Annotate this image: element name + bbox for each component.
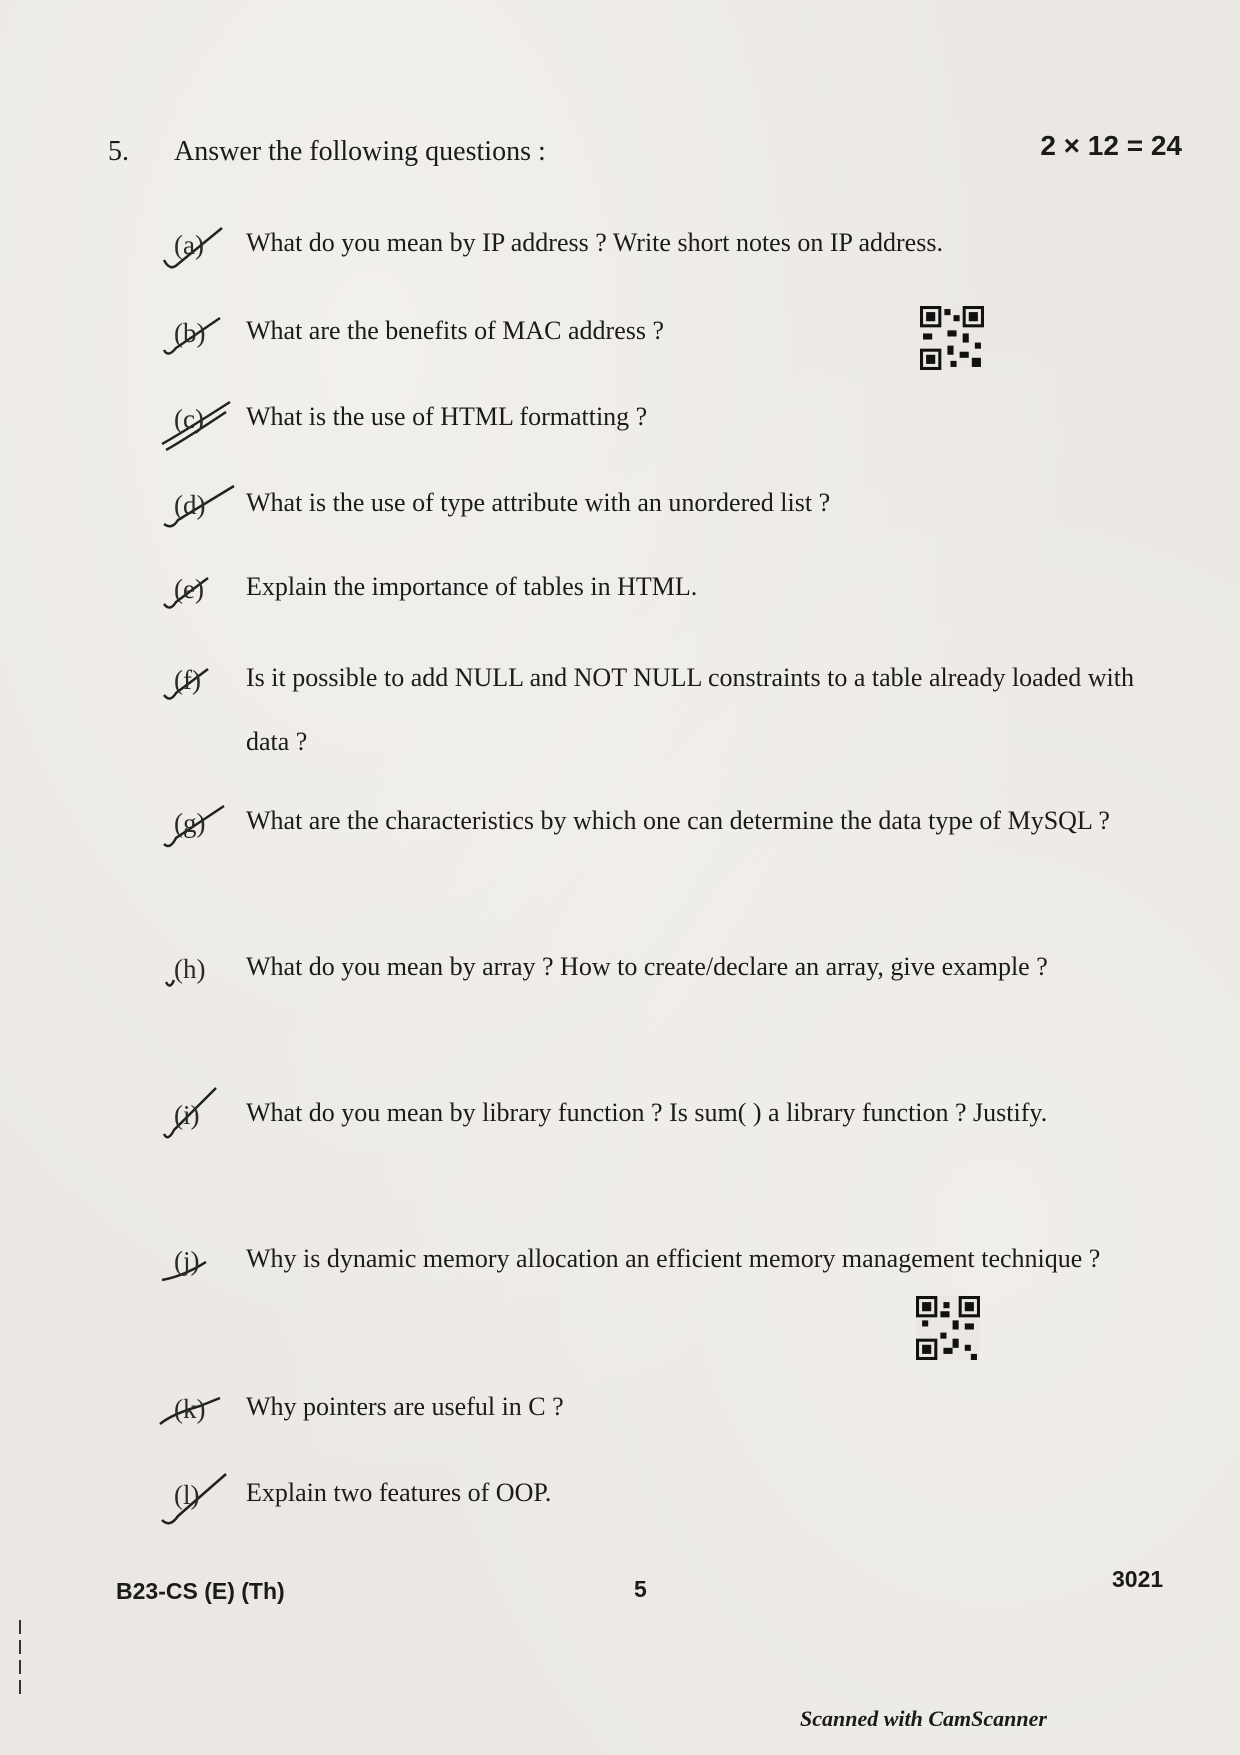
item-text: What are the benefits of MAC address ?: [246, 316, 665, 345]
item-text: What do you mean by IP address ? Write short notes on IP address.: [246, 228, 943, 257]
item-text: What do you mean by library function ? Is sum( ) a library function ? Justify.: [246, 1098, 1048, 1127]
question-instruction: Answer the following questions :: [174, 136, 546, 167]
qr-code-icon: [916, 1296, 980, 1360]
item-label: (e): [174, 574, 204, 604]
item-label: (j): [174, 1246, 200, 1276]
item-label: (h): [174, 954, 206, 984]
item-label: (b): [174, 318, 206, 348]
item-text: What do you mean by array ? How to create/declare an array, give example ?: [246, 952, 1048, 981]
item-text: Explain two features of OOP.: [246, 1478, 552, 1507]
item-text: What is the use of HTML formatting ?: [246, 402, 648, 431]
margin-binding-mark: [10, 1620, 30, 1700]
item-label: (k): [174, 1394, 206, 1424]
scanner-watermark: Scanned with CamScanner: [800, 1706, 1047, 1731]
item-text: Is it possible to add NULL and NOT NULL constraints to a table already loaded with data ?: [246, 663, 1134, 756]
item-label: (i): [174, 1100, 200, 1130]
item-text: Why is dynamic memory allocation an efficient memory management technique ?: [246, 1244, 1101, 1273]
paper-code: B23-CS (E) (Th): [116, 1578, 285, 1604]
marks-allocation: 2 × 12 = 24: [1040, 130, 1182, 161]
item-label: (f): [174, 665, 201, 695]
item-text: What are the characteristics by which one can determine the data type of MySQL ?: [246, 806, 1110, 835]
item-text: What is the use of type attribute with an unordered list ?: [246, 488, 831, 517]
item-label: (l): [174, 1480, 200, 1510]
qr-code-icon: [920, 306, 984, 370]
item-label: (a): [174, 230, 204, 260]
item-label: (c): [174, 404, 204, 434]
page-number: 5: [634, 1576, 647, 1602]
item-text: Explain the importance of tables in HTML.: [246, 572, 698, 601]
item-label: (g): [174, 808, 206, 838]
paper-number: 3021: [1112, 1566, 1164, 1592]
item-text: Why pointers are useful in C ?: [246, 1392, 564, 1421]
item-label: (d): [174, 490, 206, 520]
question-number: 5.: [108, 136, 129, 167]
